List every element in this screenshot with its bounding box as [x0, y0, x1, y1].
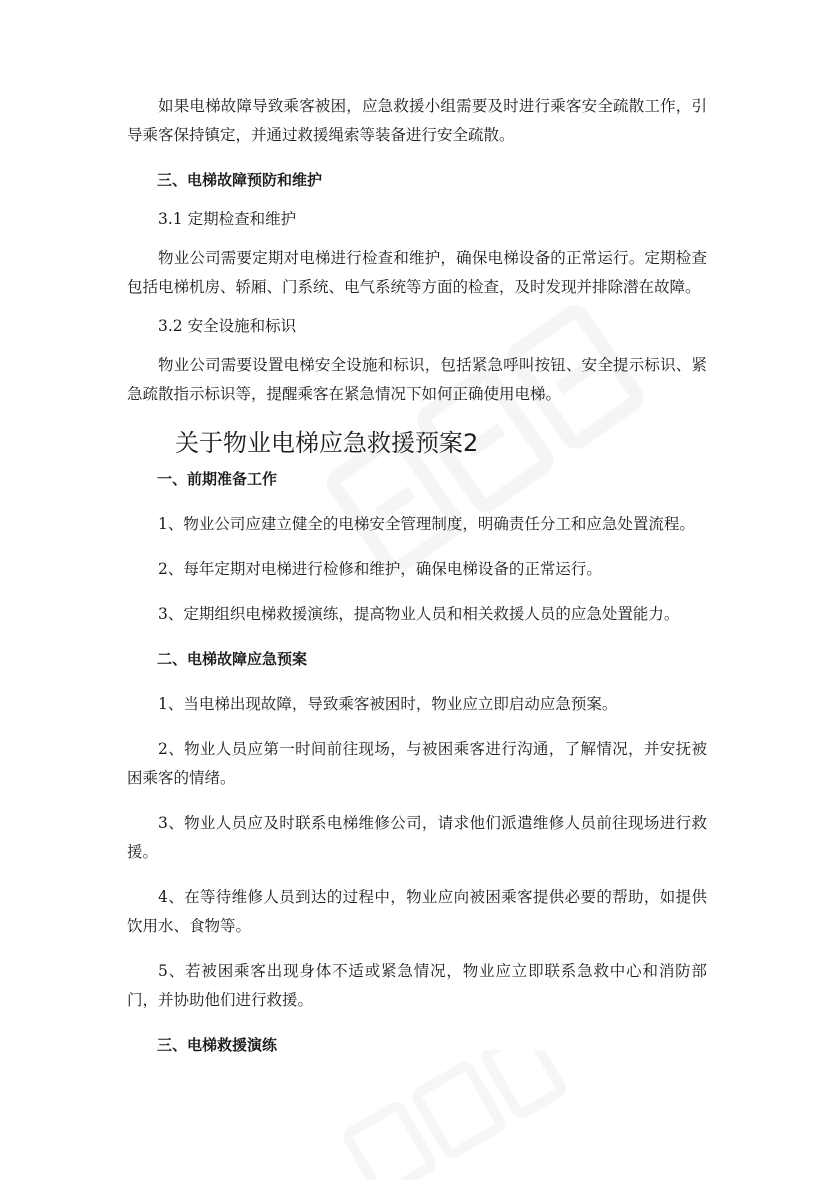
section-heading: 三、电梯救援演练: [157, 1036, 278, 1054]
list-item: 3、定期组织电梯救援演练，提高物业人员和相关救援人员的应急处置能力。: [158, 605, 680, 623]
paragraph: 物业公司需要定期对电梯进行检查和维护，确保电梯设备的正常运行。定期检查包括电梯机房、轿厢、门系统、电气系统等方面的检查，及时发现并排除潜在故障。: [127, 249, 707, 296]
paragraph: 如果电梯故障导致乘客被困，应急救援小组需要及时进行乘客安全疏散工作，引导乘客保持镇定，并通过救援绳索等装备进行安全疏散。: [127, 97, 707, 144]
list-item: 2、每年定期对电梯进行检修和维护，确保电梯设备的正常运行。: [158, 560, 602, 578]
list-item: 1、物业公司应建立健全的电梯安全管理制度，明确责任分工和应急处置流程。: [158, 515, 695, 533]
watermark-logo-icon: [330, 1050, 570, 1180]
subsection-heading: 3.2 安全设施和标识: [158, 317, 297, 335]
list-item: 1、当电梯出现故障，导致乘客被困时，物业应立即启动应急预案。: [158, 695, 618, 713]
document-title: 关于物业电梯应急救援预案2: [175, 429, 479, 457]
paragraph: 物业公司需要设置电梯安全设施和标识，包括紧急呼叫按钮、安全提示标识、紧急疏散指示标识等，提醒乘客在紧急情况下如何正确使用电梯。: [127, 356, 707, 403]
document-body: [127, 92, 707, 1060]
section-heading: 一、前期准备工作: [157, 470, 278, 488]
list-item: 3、物业人员应及时联系电梯维修公司，请求他们派遣维修人员前往现场进行救援。: [127, 814, 707, 861]
section-heading: 二、电梯故障应急预案: [157, 650, 308, 668]
list-item: 5、若被困乘客出现身体不适或紧急情况，物业应立即联系急救中心和消防部门，并协助他们进行救援。: [127, 962, 707, 1009]
subsection-heading: 3.1 定期检查和维护: [158, 210, 297, 228]
section-heading: 三、电梯故障预防和维护: [157, 171, 323, 189]
list-item: 4、在等待维修人员到达的过程中，物业应向被困乘客提供必要的帮助，如提供饮用水、食物等。: [127, 888, 707, 935]
list-item: 2、物业人员应第一时间前往现场，与被困乘客进行沟通，了解情况，并安抚被困乘客的情绪。: [127, 740, 707, 787]
